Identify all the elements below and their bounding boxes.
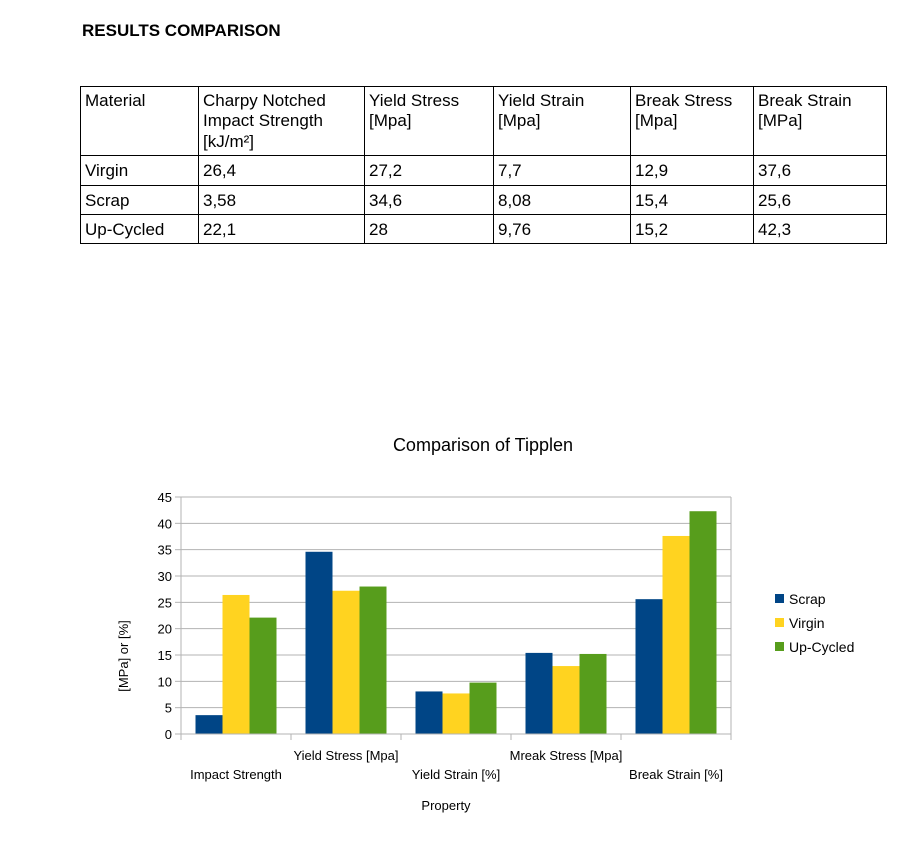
header-yield-strain [494,87,631,156]
x-tick-label: Yield Stress [Mpa] [293,748,399,763]
bar-virgin-4 [553,666,580,734]
table-cell: 8,08 [494,185,631,214]
bars [196,511,717,734]
legend-swatch [775,642,784,651]
bar-scrap-3 [416,691,443,734]
header-break-strain [754,87,887,156]
table-cell: 27,2 [365,156,494,185]
x-tick-label: Break Strain [%] [629,767,723,782]
y-tick-label: 5 [164,700,172,716]
y-tick-label: 25 [157,595,172,611]
bar-virgin-2 [333,591,360,734]
y-tick-label: 40 [157,516,172,532]
table-cell: 15,2 [631,214,754,243]
chart-title: Comparison of Tipplen [392,435,574,455]
x-axis-title: Property [421,798,471,813]
y-tick-labels [158,490,172,742]
header-unit: [kJ/m²] [203,131,254,151]
y-tick-label: 0 [164,727,172,742]
header-unit: [Mpa] [369,111,412,131]
y-tick-label: 35 [157,542,172,558]
results-table [80,86,887,244]
bar-virgin-5 [663,536,690,734]
table-cell: 37,6 [754,156,887,185]
table-cell: 26,4 [199,156,365,185]
header-line: Charpy Notched [203,91,326,110]
legend-label: Virgin [789,615,825,631]
header-unit: [Mpa] [635,111,678,131]
bar-up-cycled-3 [470,683,497,734]
x-tick-labels [190,748,723,782]
bar-up-cycled-2 [360,587,387,734]
bar-virgin-1 [223,595,250,734]
table-row-virgin [81,156,887,185]
header-line: Material [85,91,146,110]
y-tick-label: 10 [157,674,172,690]
table-cell: 25,6 [754,185,887,214]
y-tick-label: 30 [157,569,172,584]
table-header-row [81,87,887,156]
bar-up-cycled-4 [580,654,607,734]
header-unit: [Mpa] [498,111,541,131]
table-cell: 42,3 [754,214,887,243]
bar-scrap-5 [636,599,663,734]
y-axis-title: [MPa] or [%] [116,620,131,692]
table-cell: 7,7 [494,156,631,185]
x-tick-label: Mreak Stress [Mpa] [509,748,623,763]
comparison-chart [0,420,916,840]
table-cell: 12,9 [631,156,754,185]
x-tick-label: Yield Strain [%] [411,767,501,782]
bar-up-cycled-1 [250,618,277,734]
header-yield-stress [365,87,494,156]
table-row-scrap [81,185,887,214]
header-material [81,87,199,156]
x-tick-label: Impact Strength [190,767,282,782]
legend [775,591,854,655]
header-line: Impact Strength [203,111,324,131]
legend-swatch [775,618,784,627]
header-unit: [MPa] [758,111,803,131]
table-cell: 15,4 [631,185,754,214]
page-heading: RESULTS COMPARISON [82,21,281,40]
table-cell: 28 [365,214,494,243]
bar-virgin-3 [443,693,470,734]
bar-up-cycled-5 [690,511,717,734]
table-cell: 22,1 [199,214,365,243]
legend-label: Scrap [789,591,826,607]
y-tick-label: 45 [157,490,172,505]
table-cell: 9,76 [494,214,631,243]
header-break-stress [631,87,754,156]
table-cell: 3,58 [199,185,365,214]
header-line: Yield Stress [369,91,460,110]
header-line: Break Strain [758,91,852,110]
bar-scrap-4 [526,653,553,734]
header-impact-strength [199,87,365,156]
bar-scrap-2 [306,552,333,734]
y-tick-label: 15 [157,648,172,663]
table-cell: Up-Cycled [81,214,199,243]
header-line: Yield Strain [498,91,585,110]
bar-scrap-1 [196,715,223,734]
legend-label: Up-Cycled [789,639,855,655]
table-row-up-cycled [81,214,887,243]
y-tick-label: 20 [157,621,172,637]
table-cell: Scrap [81,185,199,214]
table-cell: 34,6 [365,185,494,214]
bar-chart-svg [0,420,916,840]
legend-swatch [775,594,784,603]
header-line: Break Stress [635,91,733,110]
table-cell: Virgin [81,156,199,185]
